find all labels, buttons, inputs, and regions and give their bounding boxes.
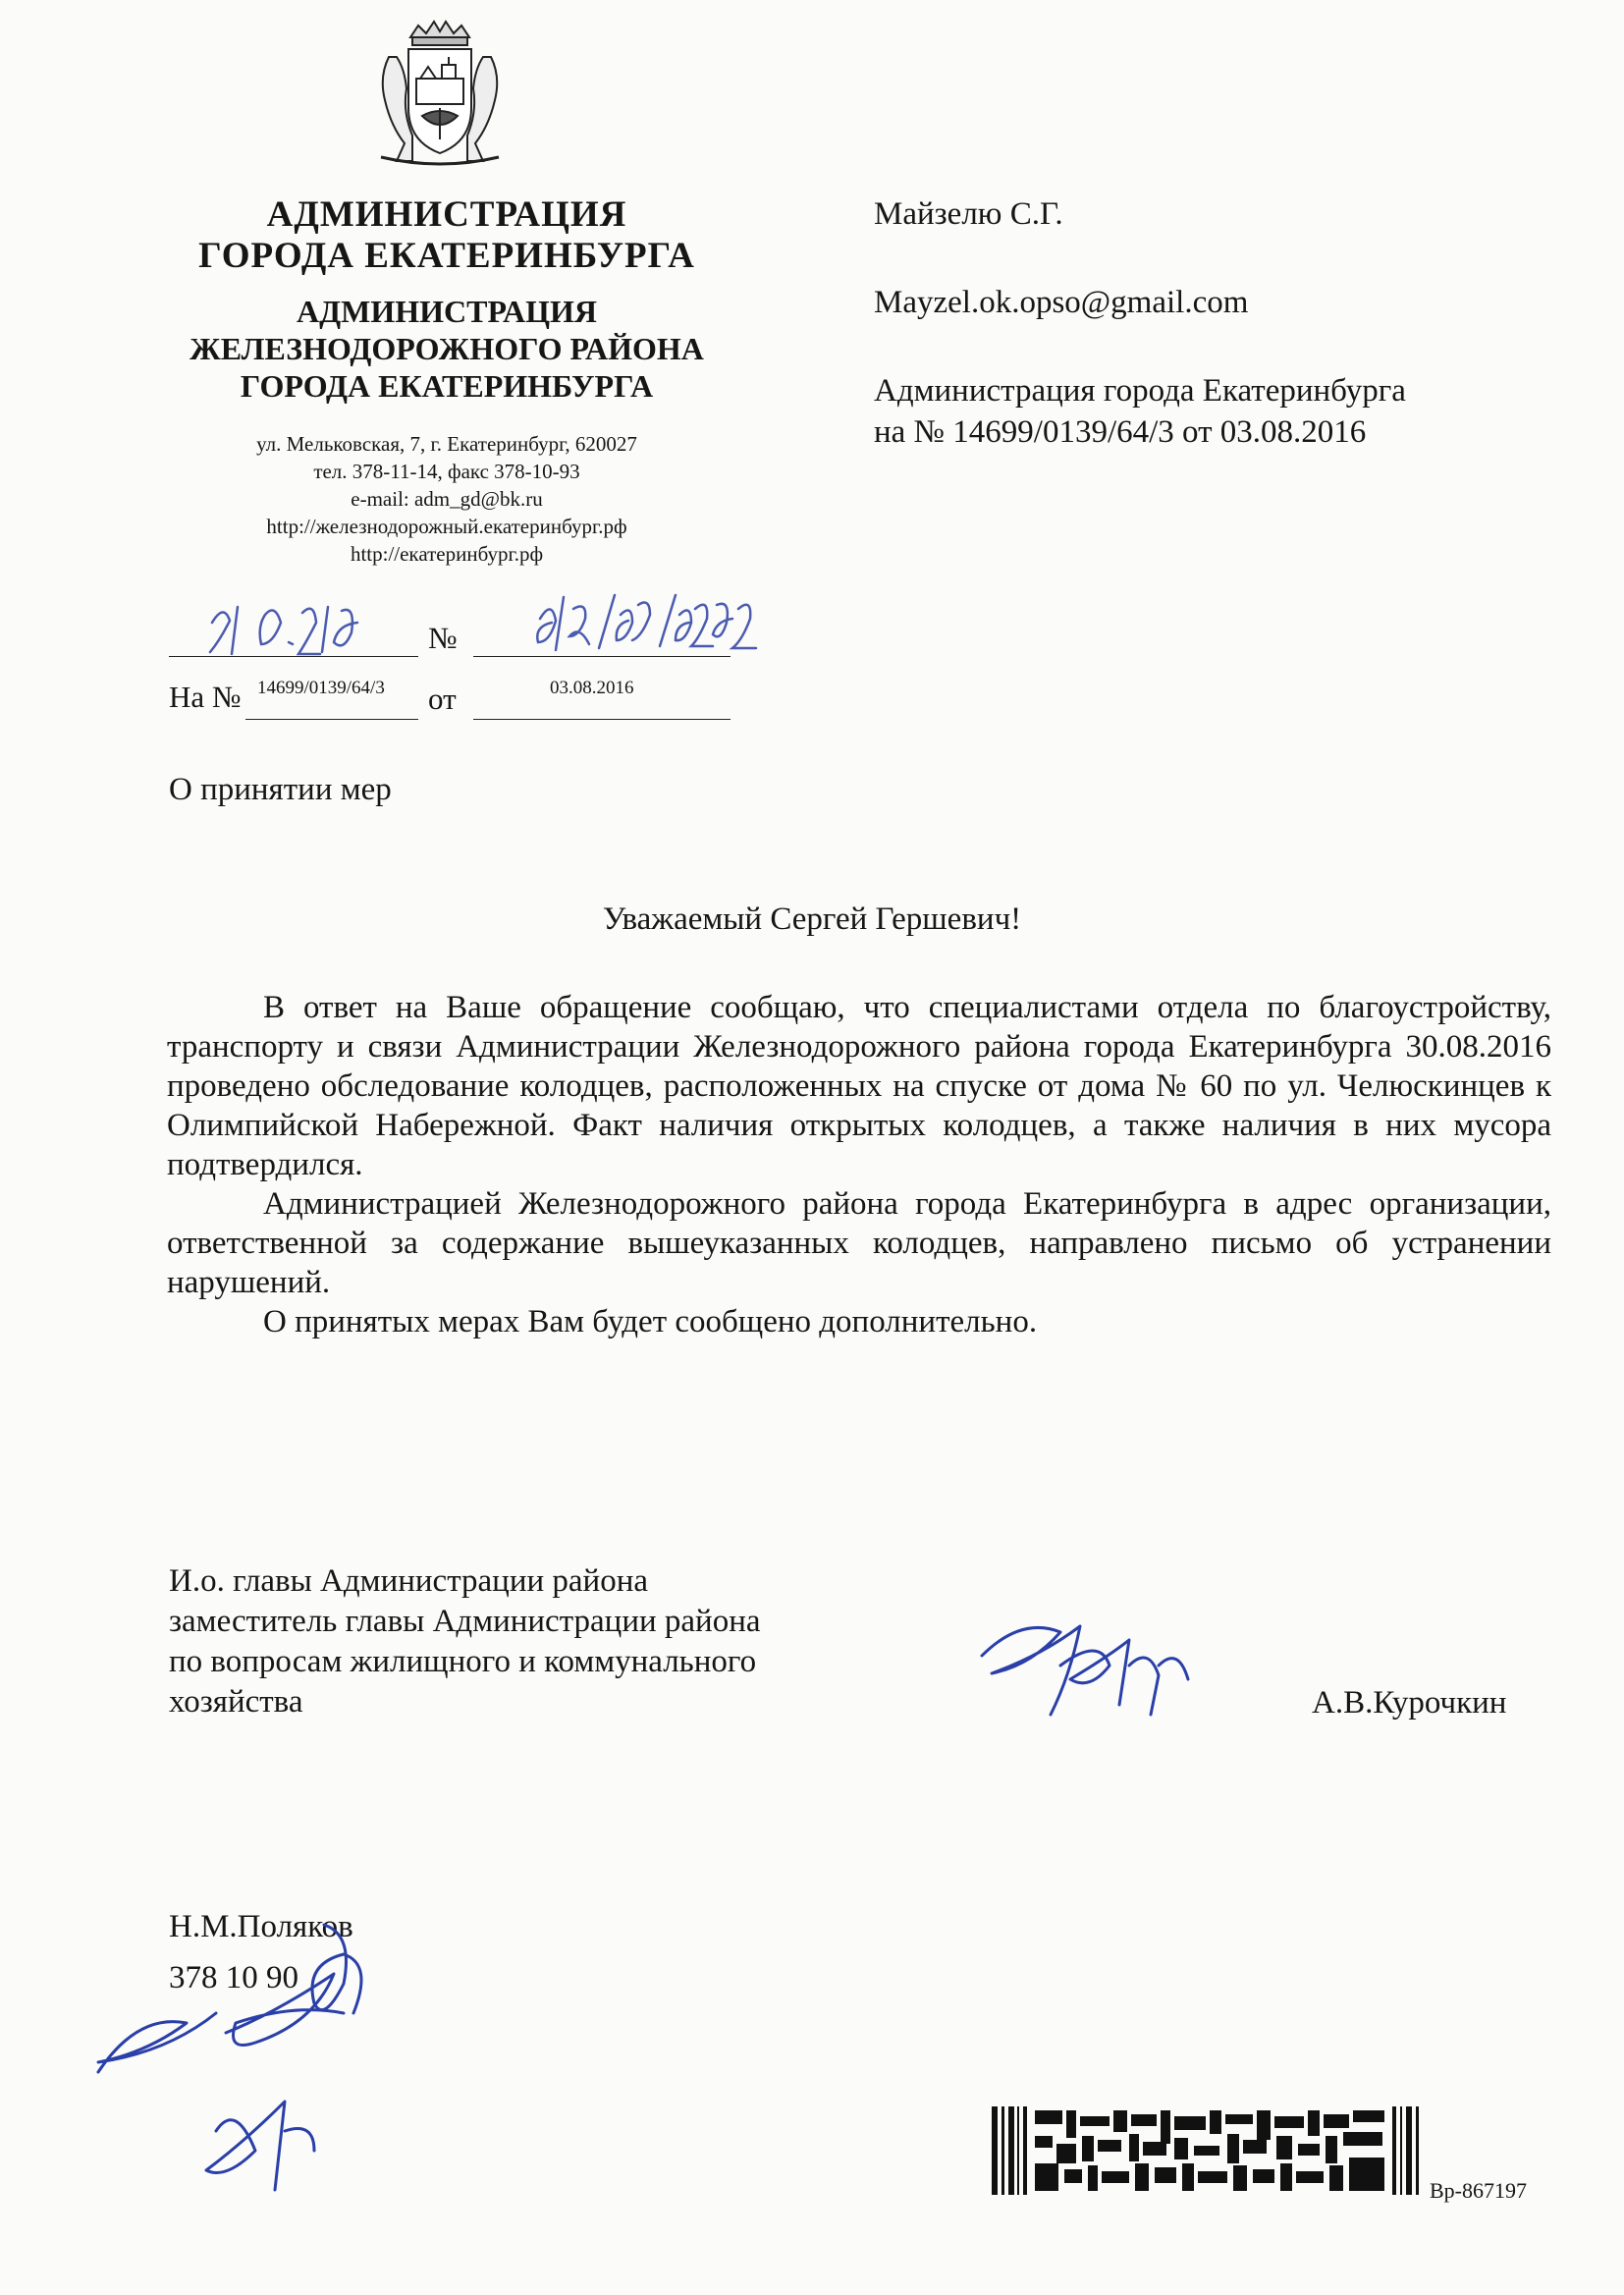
barcode-icon xyxy=(992,2106,1424,2200)
recipient-ref-line-1: Администрация города Екатеринбурга xyxy=(874,373,1406,409)
reply-label: На № xyxy=(169,680,242,714)
signatory-line-1: И.о. главы Администрации района xyxy=(169,1563,649,1599)
contact-block xyxy=(147,430,746,568)
reply-number: 14699/0139/64/3 xyxy=(257,678,385,698)
executor-phone: 378 10 90 xyxy=(169,1960,298,1995)
handwritten-number xyxy=(530,585,785,665)
reply-number-line xyxy=(245,719,418,720)
approval-signatures xyxy=(79,1905,432,2205)
website-2: http://екатеринбург.рф xyxy=(350,542,544,566)
letter-body xyxy=(167,988,1551,1341)
address: ул. Мельковская, 7, г. Екатеринбург, 620027 xyxy=(256,432,637,456)
reply-date: 03.08.2016 xyxy=(550,678,634,698)
handwritten-date xyxy=(204,593,391,667)
reply-date-line xyxy=(473,719,731,720)
signature-image xyxy=(962,1597,1218,1729)
body-paragraph-1: В ответ на Ваше обращение сообщаю, что специалистами отдела по благоустройству, транспорту и связи Администрации Железнодорожного района города Екатеринбурга 30.08.2016 проведено обследование колодцев, расположенных на спуске от дома № 60 по ул. Челюскинцев к Олимпийской Набережной. Факт наличия открытых колодцев, а также наличия в них мусора подтвердился. xyxy=(167,990,1551,1182)
recipient-ref-line-2: на № 14699/0139/64/3 от 03.08.2016 xyxy=(874,414,1367,450)
number-label: № xyxy=(428,621,458,655)
dept-header xyxy=(147,293,746,405)
dept-line-3: ГОРОДА ЕКАТЕРИНБУРГА xyxy=(240,368,654,404)
phone-fax: тел. 378-11-14, факс 378-10-93 xyxy=(313,460,580,483)
subject: О принятии мер xyxy=(169,772,392,807)
body-paragraph-2: Администрацией Железнодорожного района города Екатеринбурга в адрес организации, ответственной за содержание вышеуказанных колодцев, направлено письмо об устранении нарушений. xyxy=(167,1186,1551,1300)
signatory-name: А.В.Курочкин xyxy=(1312,1685,1507,1721)
website-1: http://железнодорожный.екатеринбург.рф xyxy=(266,515,627,538)
email: e-mail: adm_gd@bk.ru xyxy=(351,487,543,511)
dept-line-2: ЖЕЛЕЗНОДОРОЖНОГО РАЙОНА xyxy=(189,331,704,366)
org-line-2: ГОРОДА ЕКАТЕРИНБУРГА xyxy=(198,236,695,276)
signatory-line-3: по вопросам жилищного и коммунального xyxy=(169,1644,757,1679)
recipient-email: Mayzel.ok.opso@gmail.com xyxy=(874,285,1249,320)
salutation: Уважаемый Сергей Гершевич! xyxy=(602,902,1022,937)
from-label: от xyxy=(428,682,457,716)
recipient-name: Майзелю С.Г. xyxy=(874,196,1063,232)
org-line-1: АДМИНИСТРАЦИЯ xyxy=(266,194,627,235)
coat-of-arms-icon xyxy=(361,18,518,167)
dept-line-1: АДМИНИСТРАЦИЯ xyxy=(297,294,597,329)
executor-name: Н.М.Поляков xyxy=(169,1909,353,1944)
signatory-line-2: заместитель главы Администрации района xyxy=(169,1604,761,1639)
org-header xyxy=(147,194,746,277)
barcode-number: Вр-867197 xyxy=(1430,2178,1527,2203)
body-paragraph-3: О принятых мерах Вам будет сообщено дополнительно. xyxy=(263,1304,1038,1339)
signatory-position xyxy=(169,1561,761,1722)
signatory-line-4: хозяйства xyxy=(169,1684,303,1720)
